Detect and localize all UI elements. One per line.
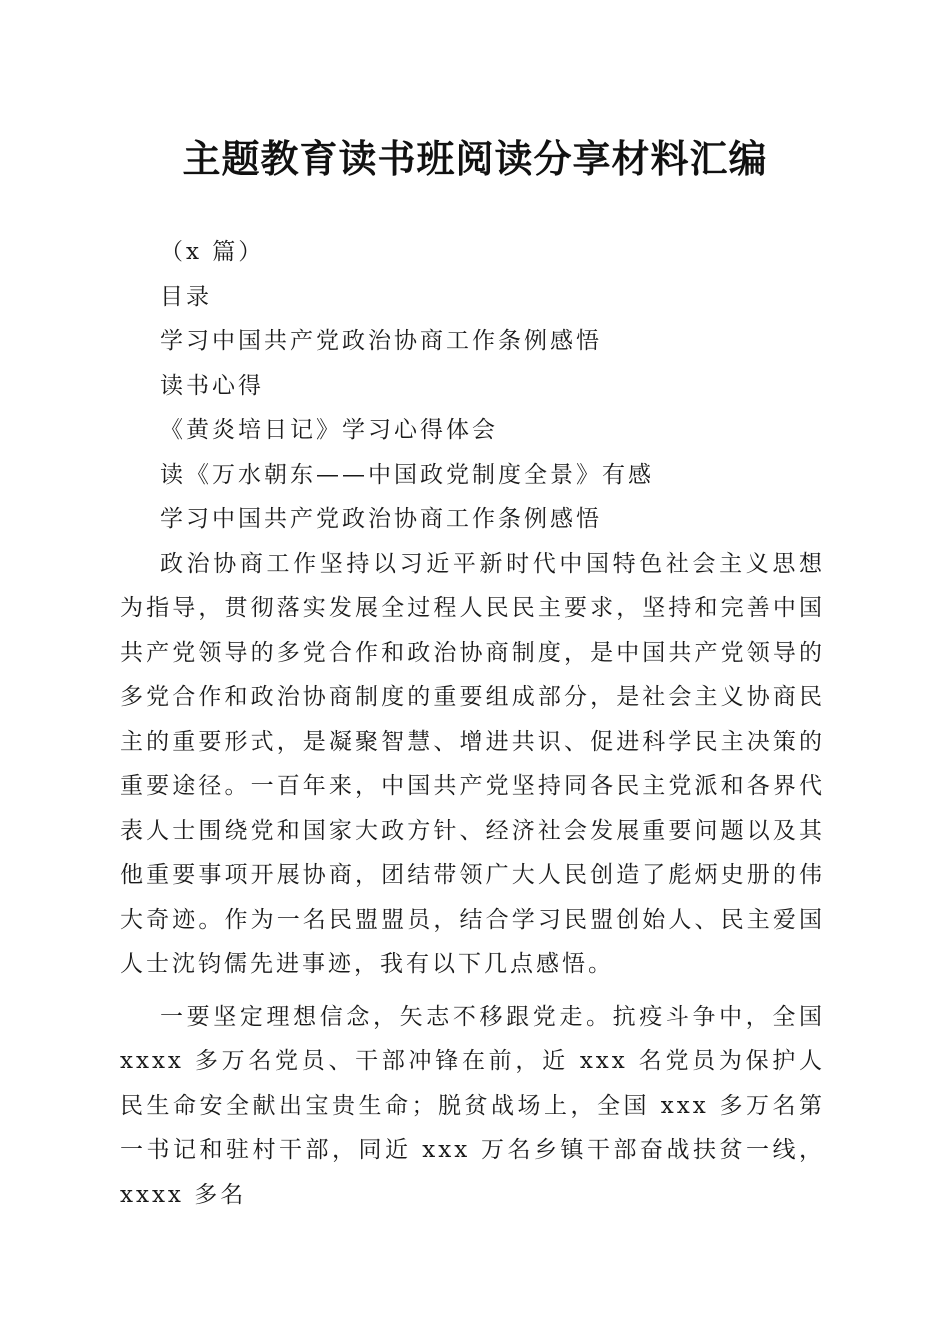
toc-item: 《黄炎培日记》学习心得体会: [160, 417, 498, 443]
document-body: [120, 230, 825, 1217]
body-paragraph: 政治协商工作坚持以习近平新时代中国特色社会主义思想为指导，贯彻落实发展全过程人民民主要求，坚持和完善中国共产党领导的多党合作和政治协商制度，是中国共产党领导的多党合作和政治协商制度的重要组成部分，是社会主义协商民主的重要形式，是凝聚智慧、增进共识、促进科学民主决策的重要途径。一百年来，中国共产党坚持同各民主党派和各界代表人士围绕党和国家大政方针、经济社会发展重要问题以及其他重要事项开展协商，团结带领广大人民创造了彪炳史册的伟大奇迹。作为一名民盟盟员，结合学习民盟创始人、民主爱国人士沈钧儒先进事迹，我有以下几点感悟。: [120, 550, 825, 977]
toc-item: 读《万水朝东——中国政党制度全景》有感: [160, 461, 654, 488]
toc-item: 学习中国共产党政治协商工作条例感悟: [160, 328, 602, 354]
document-title: 主题教育读书班阅读分享材料汇编: [182, 136, 768, 181]
count-note: （x 篇）: [160, 239, 265, 265]
toc-heading: 目录: [160, 283, 212, 310]
toc-item: 读书心得: [160, 372, 264, 399]
body-paragraph: 一要坚定理想信念，矢志不移跟党走。抗疫斗争中，全国 xxxx 多万名党员、干部冲锋在前，近 xxx 名党员为保护人民生命安全献出宝贵生命；脱贫战场上，全国 xxx 多万名第一书记和驻村干部，同近 xxx 万名乡镇干部奋战扶贫一线，xxxx 多名: [120, 1003, 825, 1208]
article-title: 学习中国共产党政治协商工作条例感悟: [160, 506, 602, 532]
